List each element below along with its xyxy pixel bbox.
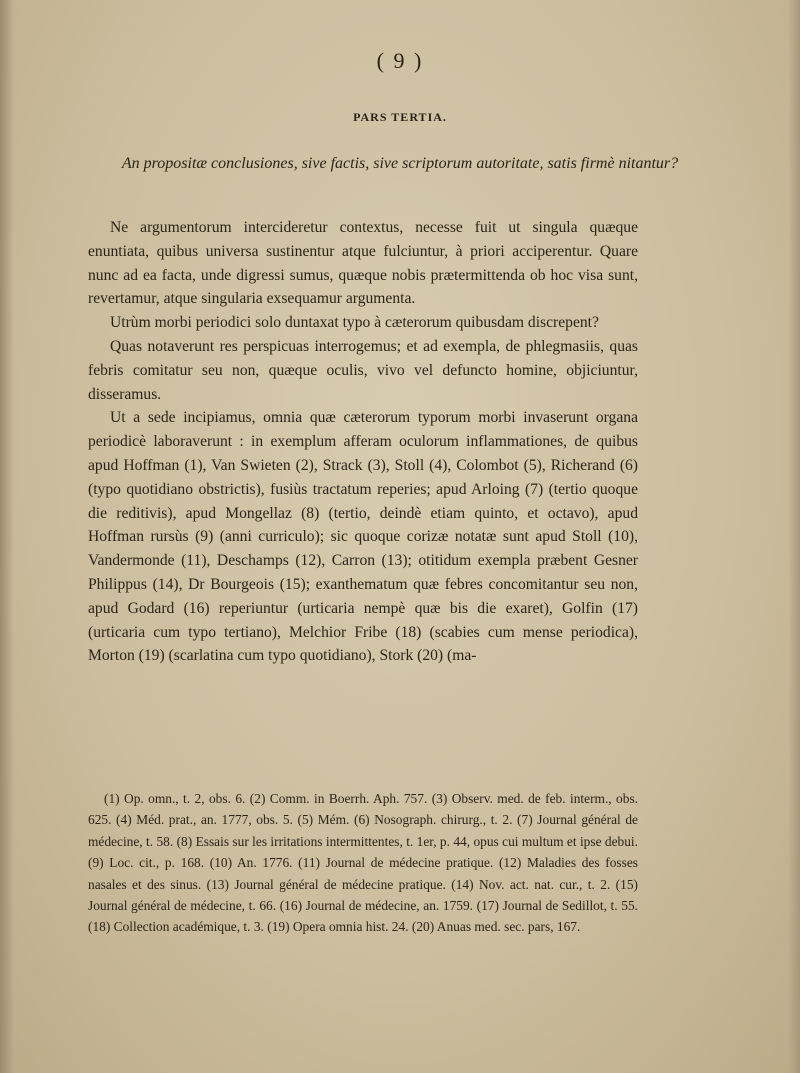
paragraph: Utrùm morbi periodici solo duntaxat typo à cæterorum quibusdam discrepent?	[110, 314, 599, 332]
footnotes	[88, 788, 638, 938]
page-edge-left	[0, 0, 14, 1073]
footnote-text: (1) Op. omn., t. 2, obs. 6. (2) Comm. in Boerrh. Aph. 757. (3) Observ. med. de feb. interm., obs. 625. (4) Méd. prat., an. 1777, obs. 5. (5) Mém. (6) Nosograph. chirurg., t. 2. (7) Journal général de médecine, t. 58. (8) Essais sur les irritations intermittentes, t. 1er, p. 44, opus cui multum et ipse debui. (9) Loc. cit., p. 168. (10) An. 1776. (11) Journal de médecine pratique. (12) Maladies des fosses nasales et des sinus. (13) Journal général de médecine pratique. (14) Nov. act. nat. cur., t. 2. (15) Journal général de médecine, t. 66. (16) Journal de médecine, an. 1759. (17) Journal de Sedillot, t. 55. (18) Collection académique, t. 3. (19) Opera omnia hist. 24. (20) Anuas med. sec. pars, 167.	[88, 791, 638, 935]
page-number: ( 9 )	[376, 48, 424, 73]
paragraph: Ut a sede incipiamus, omnia quæ cæterorum typorum morbi invaserunt organa periodicè laboraverunt : in exemplum afferam oculorum inflammationes, de quibus apud Hoffman (1), Van Swieten (2), Strack (3), Stoll (4), Colombot (5), Richerand (6) (typo quotidiano obstrictis), fusiùs tractatum reperies; apud Arloing (7) (tertio quoque die reditivis), apud Mongellaz (8) (tertio, deindè etiam quinto, et octavo), apud Hoffman rursùs (9) (anni curriculo); sic quoque corizæ notatæ sunt apud Stoll (10), Vandermonde (11), Deschamps (12), Carron (13); otitidum exempla præbent Gesner Philippus (14), Dr Bourgeois (15); exanthematum quæ febres concomitantur seu non, apud Godard (16) reperiuntur (urticaria nempè quæ bis die exaret), Golfin (17) (urticaria cum typo tertiano), Melchior Fribe (18) (scabies cum mense periodica), Morton (19) (scarlatina cum typo quotidiano), Stork (20) (ma-	[88, 409, 638, 665]
paragraph: Ne argumentorum intercideretur contextus, necesse fuit ut singula quæque enuntiata, quibus universa sustinentur atque fulciuntur, à priori acciperentur. Quare nunc ad ea facta, unde digressi sumus, quæque nobis prætermittenda ob hoc visa sunt, revertamur, atque singularia exsequamur argumenta.	[88, 219, 638, 308]
body-text	[88, 216, 638, 668]
page-edge-right	[788, 0, 800, 1073]
paragraph: Quas notaverunt res perspicuas interrogemus; et ad exempla, de phlegmasiis, quas febris comitatur seu non, quæque oculis, vivo vel defuncto homine, objiciuntur, disseramus.	[88, 337, 638, 403]
chapter-title: An propositæ conclusiones, sive factis, sive scriptorum autoritate, satis firmè nitantur?	[121, 155, 679, 172]
section-heading: PARS TERTIA.	[353, 110, 447, 124]
